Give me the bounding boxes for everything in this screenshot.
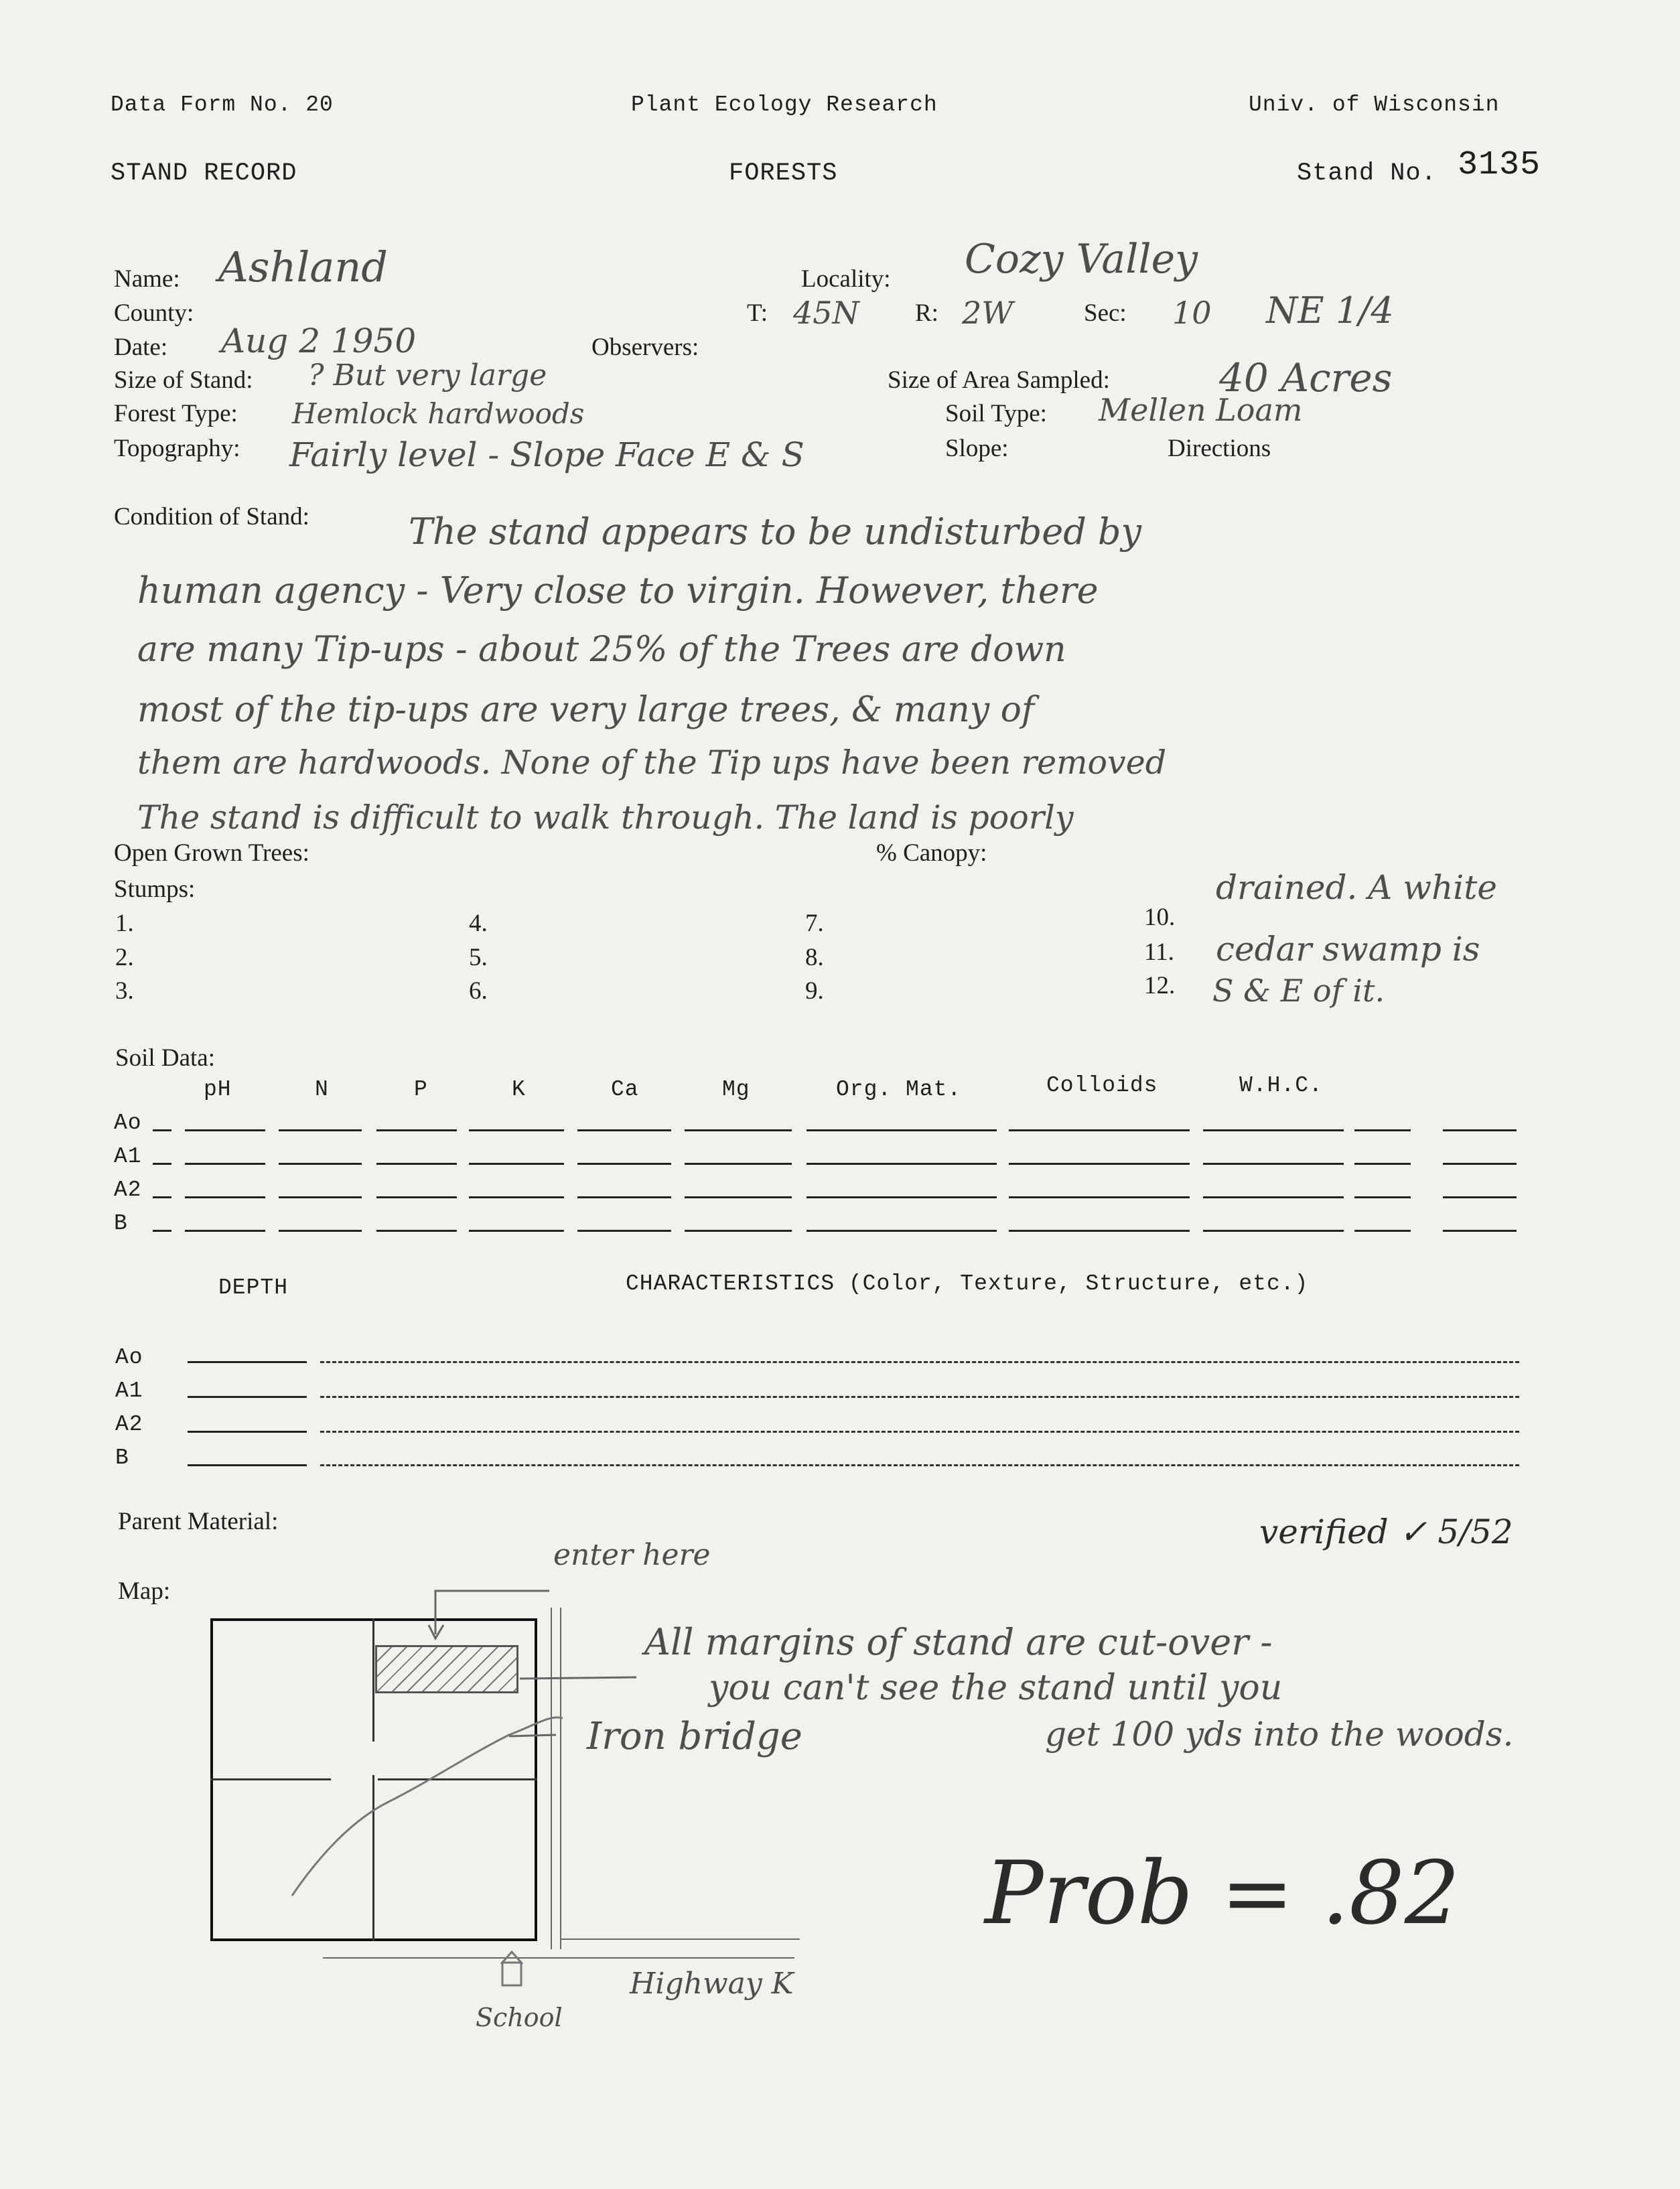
depth-row-label: B [115,1445,129,1470]
record-category: FORESTS [729,159,838,188]
observers-label: Observers: [591,334,699,361]
range-value: 2W [962,295,1013,331]
size-of-stand-value: ? But very large [308,358,547,393]
condition-line-6: The stand is difficult to walk through. The land is poorly [137,798,1074,837]
iron-bridge-note: Iron bridge [587,1715,802,1758]
parent-material-label: Parent Material: [118,1508,279,1535]
stump-number: 4. [469,910,488,937]
form-number: Data Form No. 20 [111,92,334,117]
soil-col-header: pH [204,1077,232,1102]
section-value: 10 [1172,295,1212,331]
stump-number: 11. [1144,938,1174,966]
soil-col-header: P [414,1077,428,1102]
condition-line-2: human agency - Very close to virgin. However, there [137,569,1099,612]
soil-col-header: Colloids [1046,1073,1158,1098]
soil-col-header: K [512,1077,526,1102]
depth-label: DEPTH [218,1275,289,1300]
condition-line-1: The stand appears to be undisturbed by [409,510,1142,553]
stump-number: 12. [1144,972,1176,999]
depth-row-label: A1 [115,1379,143,1403]
stump-number: 6. [469,977,488,1005]
section-label: Sec: [1084,299,1127,327]
topography-label: Topography: [114,435,240,462]
stump-number: 5. [469,944,488,971]
stumps-label: Stumps: [114,875,196,903]
soil-col-header: N [315,1077,329,1102]
soil-row-label: A1 [114,1144,142,1169]
directions-label: Directions [1168,435,1271,462]
university: Univ. of Wisconsin [1249,92,1500,117]
soil-row-label: A2 [114,1178,142,1202]
condition-margin-line-2: cedar swamp is [1216,930,1480,969]
locality-value: Cozy Valley [965,236,1198,283]
condition-label: Condition of Stand: [114,503,309,531]
record-type: STAND RECORD [111,159,297,188]
organization: Plant Ecology Research [631,92,938,117]
characteristics-label: CHARACTERISTICS (Color, Texture, Structure, etc.) [626,1271,1309,1296]
soil-col-header: W.H.C. [1239,1073,1323,1098]
soil-data-label: Soil Data: [115,1044,216,1072]
map-label: Map: [118,1577,171,1605]
forest-type-label: Forest Type: [114,400,238,427]
area-sampled-value: 40 Acres [1219,355,1393,401]
area-sampled-label: Size of Area Sampled: [888,366,1110,394]
open-grown-trees-label: Open Grown Trees: [114,839,309,867]
condition-line-3: are many Tip-ups - about 25% of the Trees are down [137,630,1066,670]
soil-row-label: B [114,1211,128,1236]
stump-number: 1. [115,910,134,937]
section-quarter-note: NE 1/4 [1266,289,1394,332]
soil-type-label: Soil Type: [945,400,1047,427]
township-value: 45N [793,295,859,331]
stump-number: 3. [115,977,134,1005]
name-value: Ashland [218,242,388,291]
forest-type-value: Hemlock hardwoods [292,397,585,430]
highway-note: Highway K [630,1967,794,2001]
county-label: County: [114,299,194,327]
enter-here-note: enter here [553,1538,711,1572]
verified-note: verified ✓ 5/52 [1259,1512,1513,1551]
topography-value: Fairly level - Slope Face E & S [289,435,804,474]
soil-col-header: Mg [722,1077,750,1102]
stump-number: 9. [805,977,824,1005]
stump-number: 7. [805,910,824,937]
size-of-stand-label: Size of Stand: [114,366,253,394]
stand-no-value: 3135 [1458,146,1541,184]
soil-col-header: Ca [611,1077,639,1102]
depth-row-label: Ao [115,1345,143,1370]
slope-label: Slope: [945,435,1009,462]
probability-note: Prob = .82 [985,1842,1460,1944]
soil-row-label: Ao [114,1111,142,1135]
condition-line-5: them are hardwoods. None of the Tip ups have been removed [137,744,1167,782]
condition-margin-line-1: drained. A white [1216,868,1497,907]
date-label: Date: [114,334,168,361]
stand-no-label: Stand No. [1297,159,1437,188]
condition-line-4: most of the tip-ups are very large trees, & many of [137,690,1035,730]
school-note: School [476,2003,563,2032]
stump-number: 2. [115,944,134,971]
margin-note-line-3: get 100 yds into the woods. [1045,1715,1514,1754]
margin-note-line-1: All margins of stand are cut-over - [644,1621,1273,1663]
depth-row-label: A2 [115,1412,143,1437]
canopy-label: % Canopy: [876,839,987,867]
locality-label: Locality: [801,265,891,293]
date-value: Aug 2 1950 [221,322,417,360]
stump-number: 8. [805,944,824,971]
range-label: R: [915,299,938,327]
condition-margin-line-3: S & E of it. [1212,973,1385,1009]
township-label: T: [747,299,768,327]
margin-note-line-2: you can't see the stand until you [709,1668,1283,1708]
soil-col-header: Org. Mat. [836,1077,962,1102]
soil-type-value: Mellen Loam [1099,392,1303,428]
stump-number: 10. [1144,904,1176,931]
name-label: Name: [114,265,180,293]
